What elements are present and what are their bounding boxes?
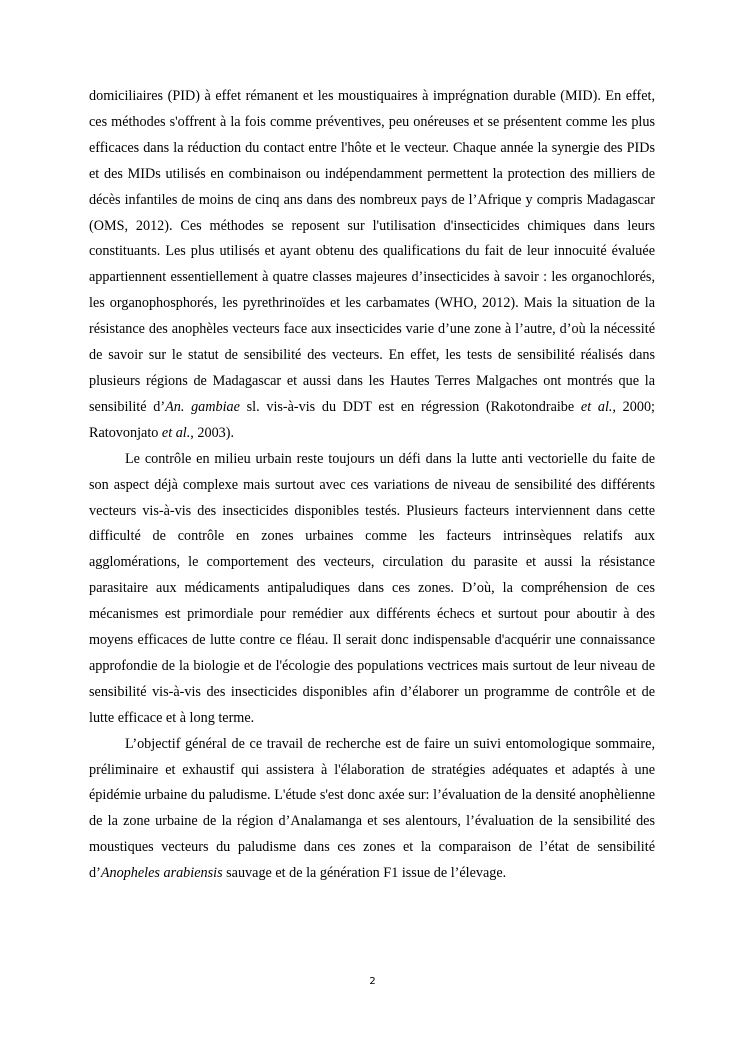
text-segment: sauvage et de la génération F1 issue de l’élevage. [222,865,507,882]
text-segment: domiciliaires (PID) à effet rémanent et les moustiquaires à imprégnation durable (MID). En effet, ces méthodes s'offrent à la fois comme préventives, peu onéreuses et se présentent comme les plus efficaces dans la réduction du contact entre l'hôte et le vecteur. Chaque année la synergie des PIDs et des MIDs utilisés en combinaison ou indépendamment permettent la protection des milliers de décès infantiles de moins de cinq ans dans des nombreux pays de l’Afrique y compris Madagascar (OMS, 2012). Ces méthodes se reposent sur l'utilisation d'insecticides chimiques dans leurs constituants. Les plus utilisés et ayant obtenu des qualifications du fait de leur innocuité évaluée appartiennent essentiellement à quatre classes majeures d’insecticides à savoir : les organochlorés, les organophosphorés, les pyrethrinoïdes et les carbamates (WHO, 2012). Mais la situation de la résistance des anophèles vecteurs face aux insecticides varie d’une zone à l’autre, d’où la nécessité de savoir sur le statut de sensibilité des vecteurs. En effet, les tests de sensibilité réalisés dans plusieurs régions de Madagascar et aussi dans les Hautes Terres Malgaches ont montrés que la sensibilité d’ [89,88,655,415]
document-body [89,84,655,887]
page-number: 2 [369,976,376,987]
species-name-italic: Anopheles arabiensis [100,865,223,882]
paragraph-2 [89,447,655,732]
text-segment: Le contrôle en milieu urbain reste toujours un défi dans la lutte anti vectorielle du faite de son aspect déjà complexe mais surtout avec ces variations de niveau de sensibilité des différents vecteurs vis-à-vis des insecticides disponibles testés. Plusieurs facteurs interviennent dans cette difficulté de contrôle en zones urbaines comme les facteurs intrinsèques relatifs aux agglomérations, le comportement des vecteurs, circulation du parasite et aussi la résistance parasitaire aux médicaments antipaludiques dans ces zones. D’où, la compréhension de ces mécanismes est primordiale pour remédier aux différents échecs et surtout pour aboutir à des moyens efficaces de lutte contre ce fléau. Il serait donc indispensable d'acquérir une connaissance approfondie de la biologie et de l'écologie des populations vectrices mais surtout de leur niveau de sensibilité vis-à-vis des insecticides disponibles afin d’élaborer un programme de contrôle et de lutte efficace et à long terme. [89,450,655,726]
citation-et-al-italic: et al., [580,398,616,415]
text-segment: L’objectif général de ce travail de recherche est de faire un suivi entomologique sommaire, préliminaire et exhaustif qui assistera à l'élaboration de stratégies adéquates et adaptés à une épidémie urbaine du paludisme. L'étude s'est donc axée sur: l’évaluation de la densité anophèlienne de la zone urbaine de la région d’Analamanga et ses alentours, l’évaluation de la sensibilité des moustiques vecteurs du paludisme dans ces zones et la comparaison de l’état de sensibilité d’ [89,735,655,882]
text-segment: 2003). [193,424,235,441]
citation-et-al-italic: et al., [161,424,194,441]
species-name-italic: An. gambiae [165,398,240,415]
paragraph-3 [89,732,655,887]
text-segment: 2000; Ratovonjato [89,398,656,441]
paragraph-1 [89,84,655,447]
text-segment: sl. vis-à-vis du DDT est en régression (Rakotondraibe [239,398,581,415]
